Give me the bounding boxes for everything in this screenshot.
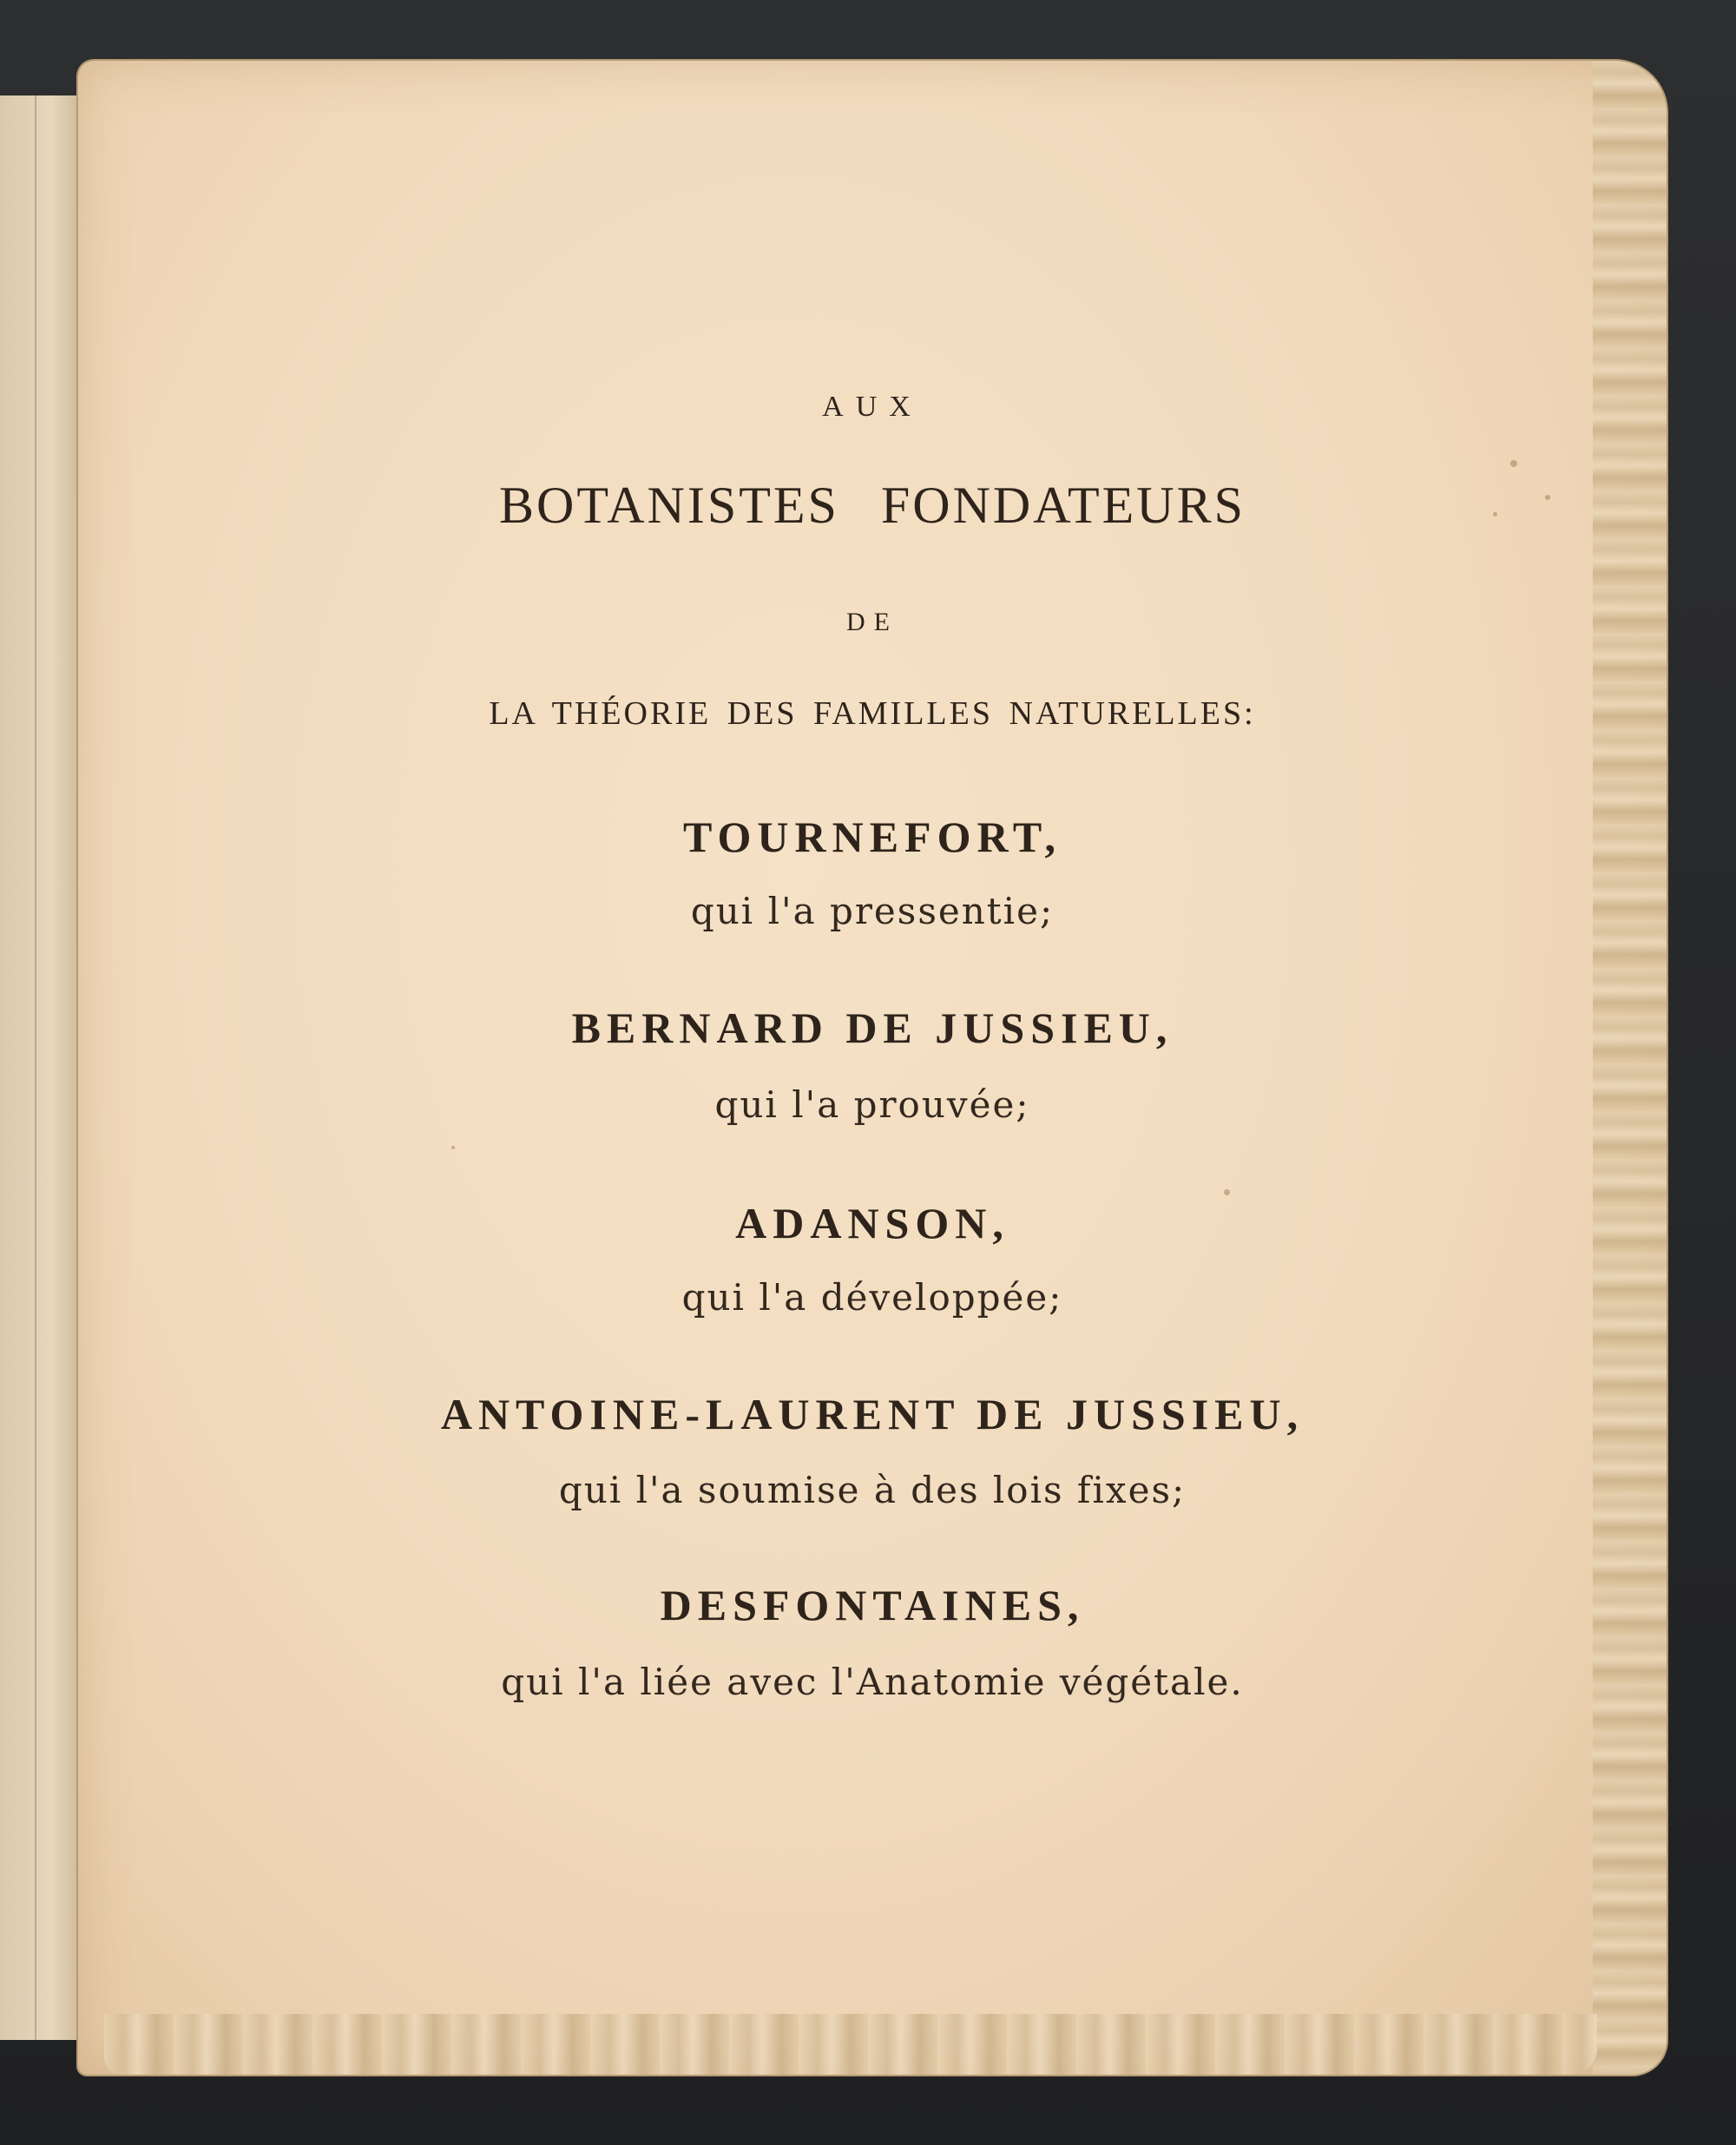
- dedicatee-name: ADANSON,: [735, 1199, 1009, 1247]
- deckle-bottom-edge: [104, 2014, 1597, 2075]
- foxing-spot: [1510, 460, 1517, 467]
- heading-subtitle: LA THÉORIE DES FAMILLES NATURELLES:: [489, 695, 1256, 732]
- dedicatee-name: DESFONTAINES,: [660, 1581, 1085, 1629]
- deckle-right-edge: [1593, 61, 1667, 2075]
- dedicatee-description: qui l'a liée avec l'Anatomie végétale.: [501, 1661, 1244, 1703]
- dedicatee-name: BERNARD DE JUSSIEU,: [571, 1003, 1174, 1052]
- heading-de: DE: [846, 608, 898, 636]
- dedicatee-name: ANTOINE-LAURENT DE JUSSIEU,: [440, 1390, 1305, 1438]
- dedicatee-description: qui l'a développée;: [681, 1276, 1063, 1319]
- foxing-spot: [451, 1146, 455, 1149]
- dedicatee-name: TOURNEFORT,: [683, 813, 1062, 861]
- foxing-spot: [1224, 1189, 1230, 1195]
- dedicatee-description: qui l'a prouvée;: [714, 1083, 1030, 1126]
- page-fold: [35, 95, 36, 2040]
- heading-title: BOTANISTES FONDATEURS: [499, 477, 1246, 534]
- dedicatee-description: qui l'a pressentie;: [690, 890, 1055, 932]
- dedicatee-description: qui l'a soumise à des lois fixes;: [558, 1469, 1187, 1511]
- heading-aux: AUX: [822, 391, 923, 423]
- dedication-page: [78, 61, 1667, 2075]
